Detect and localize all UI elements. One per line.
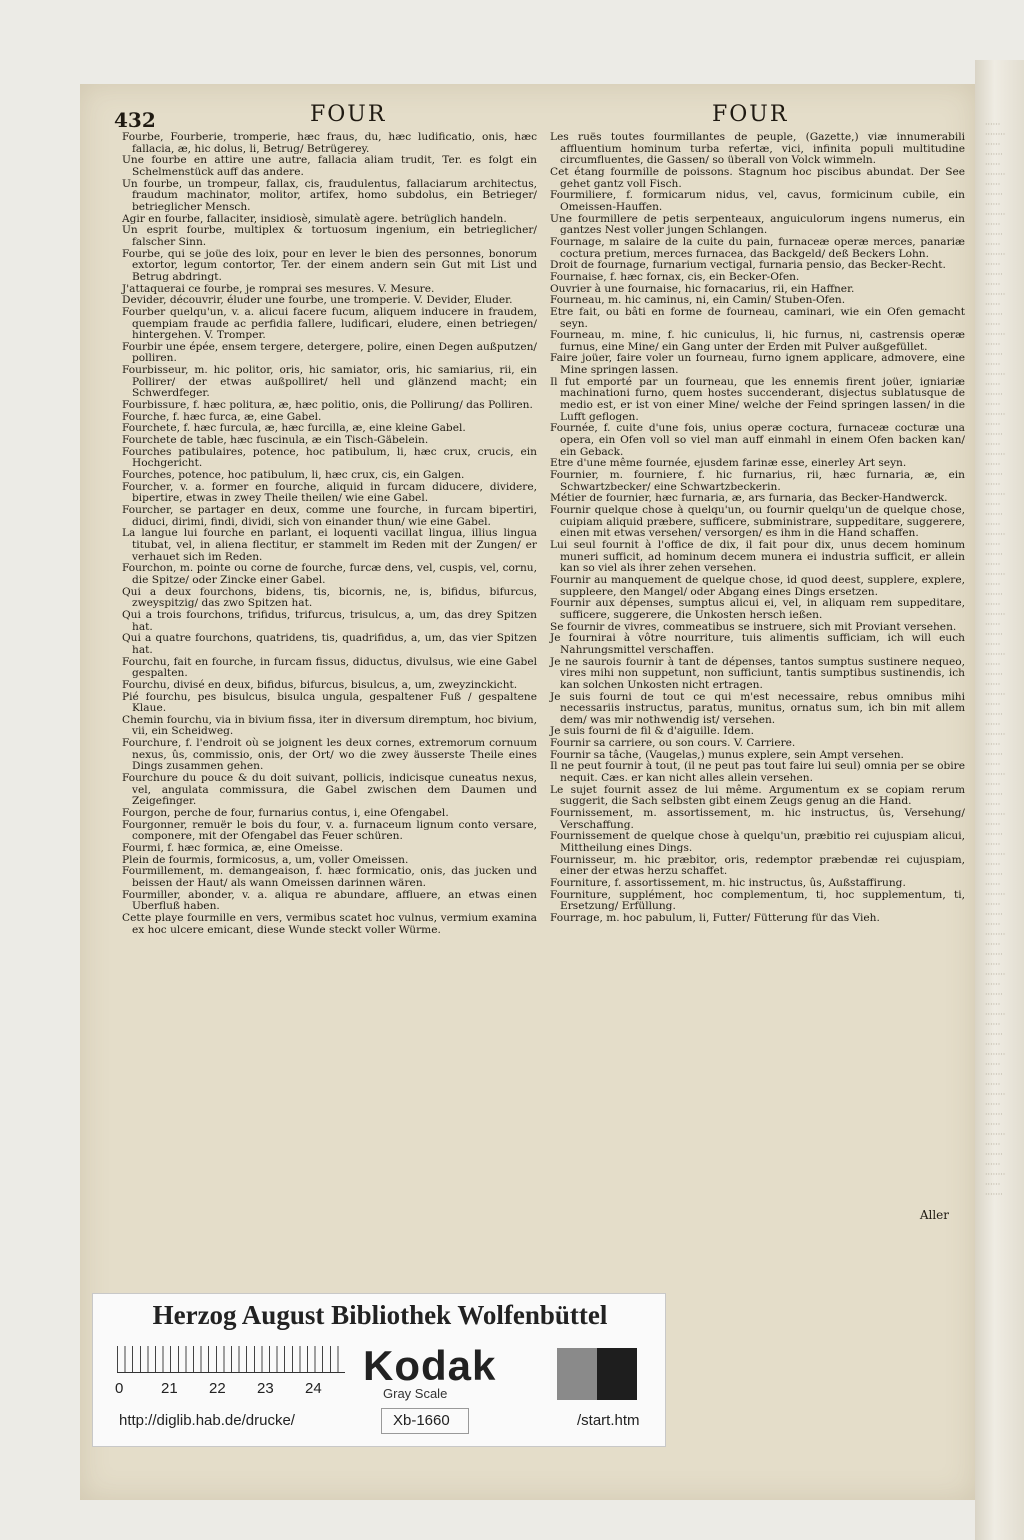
running-head-right: FOUR (712, 102, 789, 127)
dictionary-entry: La langue lui fourche en parlant, ei loquenti vacillat lingua, illius lingua titubat, vel, in aliena flectitur, er stammelt im Reden mit der Zungen/ er verhauet sich im Reden. (122, 527, 537, 563)
dictionary-entry: Fournissement de quelque chose à quelqu'un, præbitio rei cujuspiam alicui, Mittheilung eines Dings. (550, 830, 965, 855)
dictionary-entry: Plein de fourmis, formicosus, a, um, voller Omeissen. (122, 853, 409, 866)
catchword: Aller (919, 1208, 949, 1222)
dictionary-entry: Chemin fourchu, via in bivium fissa, iter in diversum diremptum, hoc bivium, vii, ein Scheidweg. (122, 713, 537, 738)
kodak-logo: Kodak (363, 1342, 497, 1389)
library-name: Herzog August Bibliothek Wolfenbüttel (152, 1300, 608, 1330)
dictionary-entry: Qui a deux fourchons, bidens, tis, bicornis, ne, is, bifidus, bifurcus, zweyspitzig/ das zwo Spitzen hat. (122, 585, 537, 610)
dictionary-entry: Fournaise, f. hæc fornax, cis, ein Becker-Ofen. (550, 270, 800, 283)
dictionary-entry: Lui seul fournit à l'office de dix, il fait pour dix, unus decem hominum muneri sufficit, ad hominum decem munera ei industria sufficit, er allein kan so viel als ihrer zehen versehen. (550, 538, 965, 575)
dictionary-entry: Fourchete de table, hæc fuscinula, æ ein Tisch-Gäbelein. (122, 434, 429, 447)
dictionary-entry: Fourbissure, f. hæc politura, æ, hæc politio, onis, die Pollirung/ das Polliren. (122, 399, 533, 412)
dictionary-entry: Il fut emporté par un fourneau, que les ennemis firent joüer, igniariæ machinationi furno, quem hostes succenderant, disjectus sublatusque de medio est, er ist von einer Mine/ welche der Feind springen lassen/ in die Lufft geflogen. (550, 375, 965, 423)
dictionary-entry: Cet étang fourmille de poissons. Stagnum hoc piscibus abundat. Der See gehet gantz voll Fisch. (550, 165, 965, 190)
dictionary-entry: Fournissement, m. assortissement, m. hic instructus, ûs, Versehung/ Verschaffung. (550, 807, 965, 831)
dictionary-entry: J'attaquerai ce fourbe, je romprai ses mesures. V. Mesure. (122, 282, 435, 295)
dictionary-entry: Faire joüer, faire voler un fourneau, furno ignem applicare, admovere, eine Mine springen lassen. (550, 352, 965, 377)
dictionary-entry: Fourbe, Fourberie, tromperie, hæc fraus, du, hæc ludificatio, onis, hæc fallacia, æ, hic dolus, li, Betrug/ Betrügerey. (122, 131, 537, 155)
dictionary-entry: Le sujet fournit assez de lui même. Argumentum ex se copiam rerum suggerit, die Sach selbsten gibt einem Zeugs genug an die Hand. (550, 783, 965, 808)
dictionary-entry: Fournier, m. fourniere, f. hic furnarius, rii, hæc furnaria, æ, ein Schwartzbecker/ eine Schwartzbeckerin. (550, 469, 965, 493)
dictionary-entry: Métier de fournier, hæc furnaria, æ, ars furnaria, das Becker-Handwerck. (550, 492, 948, 505)
dictionary-entry: Se fournir de vivres, commeatibus se instruere, sich mit Proviant versehen. (550, 620, 957, 633)
dictionary-entry: Un esprit fourbe, multiplex & tortuosum ingenium, ein betrieglicher/ falscher Sinn. (122, 224, 537, 248)
dictionary-entry: Fournir quelque chose à quelqu'un, ou fournir quelqu'un de quelque chose, cuipiam aliquid præbere, sufficere, subministrare, suppeditare, suggerere, einen mit etwas versehen/ versorgen/ es ihm in die Hand schaffen. (550, 504, 965, 540)
gray-patch-mid (557, 1348, 597, 1400)
page-number: 432 (114, 108, 156, 132)
source-url: http://diglib.hab.de/drucke/ (119, 1412, 295, 1429)
ruler-numbers (113, 1380, 353, 1398)
bleed-through-margin: ······ ········ ······ ······· ······ ········ ······ ······· ······ ········ ······ ······· ······ ········ ······ ······· ······ ········ ······ ······· ······ ········ ······ ······· ······ ········ ······ ······· ······ ········ ······ ······· ······ ········ ······ ······· ······ ········ ······ ······· ······ ········ ······ ······· ······ ········ ······ ······· ······ ········ ······ ······· ······ ········ ······ ······· ······ ········ ······ ······· ······ ········ ······ ······· ······ ········ ······ ······· ······ ········ ······ ······· ······ ········ ······ ······· ······ ········ ······ ······· ······ ········ ······ ······· ······ ········ ······ ······· ······ ········ ······ ······· ······ ········ ······ ······· ······ ········ ······ ······· ······ ········ ······ ······· ······ ········ ······ ······· (985, 120, 1006, 1199)
dictionary-entry: Fourmillement, m. demangeaison, f. hæc formicatio, onis, das jucken und beissen der Haut/ als wann Omeissen darinnen wären. (122, 865, 537, 889)
book-page (80, 84, 975, 1500)
dictionary-entry: Fourbisseur, m. hic politor, oris, hic samiator, oris, hic samiarius, rii, ein Pollirer/ der etwas außpolliret/ hell und glänzend macht; ein Schwerdfeger. (122, 364, 537, 400)
dictionary-entry: Fournir aux dépenses, sumptus alicui ei, vel, in aliquam rem suppeditare, sufficere, suggerere, die Unkosten hersch ießen. (550, 597, 965, 621)
dictionary-entry: Qui a quatre fourchons, quatridens, tis, quadrifidus, a, um, das vier Spitzen hat. (122, 632, 537, 656)
dictionary-entry: Fourber quelqu'un, v. a. alicui facere fucum, aliquem inducere in fraudem, quempiam fraude ac perfidia fallere, ludificari, eludere, einen betriegen/ hintergehen. V. Tromper. (122, 305, 537, 342)
scale-ruler (117, 1346, 345, 1373)
running-head-left: FOUR (310, 102, 387, 127)
dictionary-entry: Fourcher, se partager en deux, comme une fourche, in furcam bipertiri, diduci, dirimi, findi, dividi, sich von einander thun/ wie eine Gabel. (122, 504, 537, 528)
dictionary-entry: Qui a trois fourchons, trifidus, trifurcus, trisulcus, a, um, das drey Spitzen hat. (122, 608, 537, 633)
dictionary-entry: Les ruës toutes fourmillantes de peuple, (Gazette,) viæ innumerabili affluentium hominum turba refertæ, vici, infinita populi multitudine circumfluentes, die Gassen/ so überall von Volck wimmeln. (550, 131, 965, 167)
dictionary-entry: Etre fait, ou bâti en forme de fourneau, caminari, wie ein Ofen gemacht seyn. (550, 305, 965, 330)
ruler-number: 24 (305, 1380, 322, 1397)
dictionary-entry: Fourniture, f. assortissement, m. hic instructus, ûs, Außstaffirung. (550, 877, 906, 889)
dictionary-entry: Fourneau, m. mine, f. hic cuniculus, li, hic furnus, ni, castrensis operæ furnus, eine Mine/ ein Gang unter der Erden mit Pulver außgefüllet. (550, 329, 965, 353)
dictionary-entry: Fourbe, qui se joüe des loix, pour en lever le bien des personnes, bonorum extortor, legum contortor, Ter. der einem andern sein Gut mit List und Betrug abdringt. (122, 247, 537, 283)
dictionary-entry: Fourmiliere, f. formicarum nidus, vel, cavus, formicinum cubile, ein Omeissen-Hauffen. (550, 189, 965, 213)
ruler-number: 23 (257, 1380, 274, 1397)
dictionary-entry: Fournir sa carriere, ou son cours. V. Carriere. (550, 737, 796, 750)
dictionary-entry: Fourbir une épée, ensem tergere, detergere, polire, einen Degen außputzen/ polliren. (122, 340, 537, 365)
dictionary-entry: Fourches patibulaires, potence, hoc patibulum, li, hæc crux, crucis, ein Hochgericht. (122, 445, 537, 470)
dictionary-entry: Fourche, f. hæc furca, æ, eine Gabel. (122, 410, 322, 423)
dictionary-entry: Fournisseur, m. hic præbitor, oris, redemptor præbendæ rei cujuspiam, einer der etwas herzu schaffet. (550, 853, 965, 878)
dictionary-entry: Fourmiller, abonder, v. a. aliqua re abundare, affluere, an etwas einen Uberfluß haben. (122, 888, 537, 913)
dictionary-entry: Fourchure du pouce & du doit suivant, pollicis, indicisque cuneatus nexus, vel, angulata commissura, die Gabel zwischen dem Daumen und Zeigefinger. (122, 772, 537, 808)
ruler-number: 21 (161, 1380, 178, 1397)
dictionary-entry: Fourniture, supplément, hoc complementum, ti, hoc supplementum, ti, Ersetzung/ Erfüllung. (550, 888, 965, 913)
dictionary-entry: Etre d'une même fournée, ejusdem farinæ esse, einerley Art seyn. (550, 457, 907, 470)
dictionary-entry: Fourcher, v. a. former en fourche, aliquid in furcam diducere, dividere, bipertire, etwas in zwey Theile theilen/ wie eine Gabel. (122, 480, 537, 505)
gray-scale-label: Gray Scale (383, 1386, 448, 1401)
dictionary-entry: Fournage, m salaire de la cuite du pain, furnaceæ operæ merces, panariæ coctura pretium, merces furnacea, das Backgeld/ deß Beckers Lohn. (550, 235, 965, 260)
dictionary-entry: Fourgonner, remuër le bois du four, v. a. furnaceum lignum conto versare, componere, mit der Ofengabel das Feuer schüren. (122, 818, 537, 843)
dictionary-entry: Fournir sa tâche, (Vaugelas,) munus explere, sein Ampt versehen. (550, 748, 904, 761)
right-column (550, 132, 965, 925)
dictionary-entry: Fournée, f. cuite d'une fois, unius operæ coctura, furnaceæ cocturæ una opera, ein Ofen voll so viel man auff einmahl in einem Ofen backen kan/ ein Geback. (550, 422, 965, 458)
dictionary-entry: Ouvrier à une fournaise, hic fornacarius, rii, ein Haffner. (550, 282, 855, 295)
kodak-color-target (92, 1293, 666, 1447)
dictionary-entry: Je ne saurois fournir à tant de dépenses, tantos sumptus sustinere nequeo, vires mihi non suppetunt, non sufficiunt, tantis sumptibus sustinendis, ich kan solchen Unkosten nicht ertragen. (550, 655, 965, 691)
ruler-number: 22 (209, 1380, 226, 1397)
dictionary-entry: Fourrage, m. hoc pabulum, li, Futter/ Fütterung für das Vieh. (550, 911, 880, 924)
dictionary-entry: Cette playe fourmille en vers, vermibus scatet hoc vulnus, vermium examina ex hoc ulcere emicant, diese Wunde steckt voller Würme. (122, 911, 537, 936)
dictionary-entry: Fourchure, f. l'endroit où se joignent les deux cornes, extremorum cornuum nexus, ûs, commissio, onis, der Ort/ wo die zwey äusserste Theile eines Dings zusammen gehen. (122, 737, 537, 773)
shelfmark: Xb-1660 (393, 1412, 450, 1429)
dictionary-entry: Il ne peut fournir à tout, (il ne peut pas tout faire lui seul) omnia per se obire nequit. Cæs. er kan nicht alles allein versehen. (550, 760, 965, 785)
dictionary-entry: Droit de fournage, furnarium vectigal, furnaria pensio, das Becker-Recht. (550, 259, 946, 272)
dictionary-entry: Une fourbe en attire une autre, fallacia aliam trudit, Ter. es folgt ein Schelmenstück auff das andere. (122, 154, 537, 178)
dictionary-entry: Fourgon, perche de four, furnarius contus, i, eine Ofengabel. (122, 807, 449, 820)
dictionary-entry: Fourmi, f. hæc formica, æ, eine Omeisse. (122, 842, 344, 855)
dictionary-entry: Devider, découvrir, éluder une fourbe, une tromperie. V. Devider, Eluder. (122, 294, 513, 307)
ruler-number: 0 (115, 1380, 124, 1397)
dictionary-entry: Fournir au manquement de quelque chose, id quod deest, supplere, explere, suppleere, den Mangel/ oder Abgang eines Dings ersetzen. (550, 573, 965, 598)
dictionary-entry: Fourchu, fait en fourche, in furcam fissus, diductus, divulsus, wie eine Gabel gespalten. (122, 655, 537, 680)
dictionary-entry: Je fournirai à vôtre nourriture, tuis alimentis sufficiam, ich will euch Nahrungsmittel verschaffen. (550, 632, 965, 656)
dictionary-entry: Fourchu, divisé en deux, bifidus, bifurcus, bisulcus, a, um, zweyzinckicht. (122, 678, 518, 691)
dictionary-entry: Fourchete, f. hæc furcula, æ, hæc furcilla, æ, eine kleine Gabel. (122, 422, 466, 435)
dictionary-entry: Je suis fourni de fil & d'aiguille. Idem. (550, 725, 754, 738)
dictionary-entry: Fourches, potence, hoc patibulum, li, hæc crux, cis, ein Galgen. (122, 469, 465, 482)
start-page: /start.htm (577, 1412, 640, 1429)
dictionary-entry: Une fourmillere de petis serpenteaux, anguiculorum ingens numerus, ein gantzes Nest voller jungen Schlangen. (550, 212, 965, 237)
left-column (122, 132, 537, 936)
dictionary-entry: Un fourbe, un trompeur, fallax, cis, fraudulentus, fallaciarum architectus, fraudum machinator, molitor, artifex, homo subdolus, ein Betrieger/ betrieglicher Mensch. (122, 177, 537, 213)
dictionary-entry: Fourchon, m. pointe ou corne de fourche, furcæ dens, vel, cuspis, vel, cornu, die Spitze/ oder Zincke einer Gabel. (122, 562, 537, 586)
dictionary-entry: Fourneau, m. hic caminus, ni, ein Camin/ Stuben-Ofen. (550, 294, 846, 307)
dictionary-entry: Pié fourchu, pes bisulcus, bisulca ungula, gespaltener Fuß / gespaltene Klaue. (122, 690, 537, 715)
dictionary-entry: Agir en fourbe, fallaciter, insidiosè, simulatè agere. betrüglich handeln. (122, 212, 507, 225)
gray-patch-dark (597, 1348, 637, 1400)
dictionary-entry: Je suis fourni de tout ce qui m'est necessaire, rebus omnibus mihi necessariis instructus, paratus, munitus, ornatus sum, ich bin mit allem dem/ was mir nothwendig ist/ versehen. (550, 690, 965, 726)
